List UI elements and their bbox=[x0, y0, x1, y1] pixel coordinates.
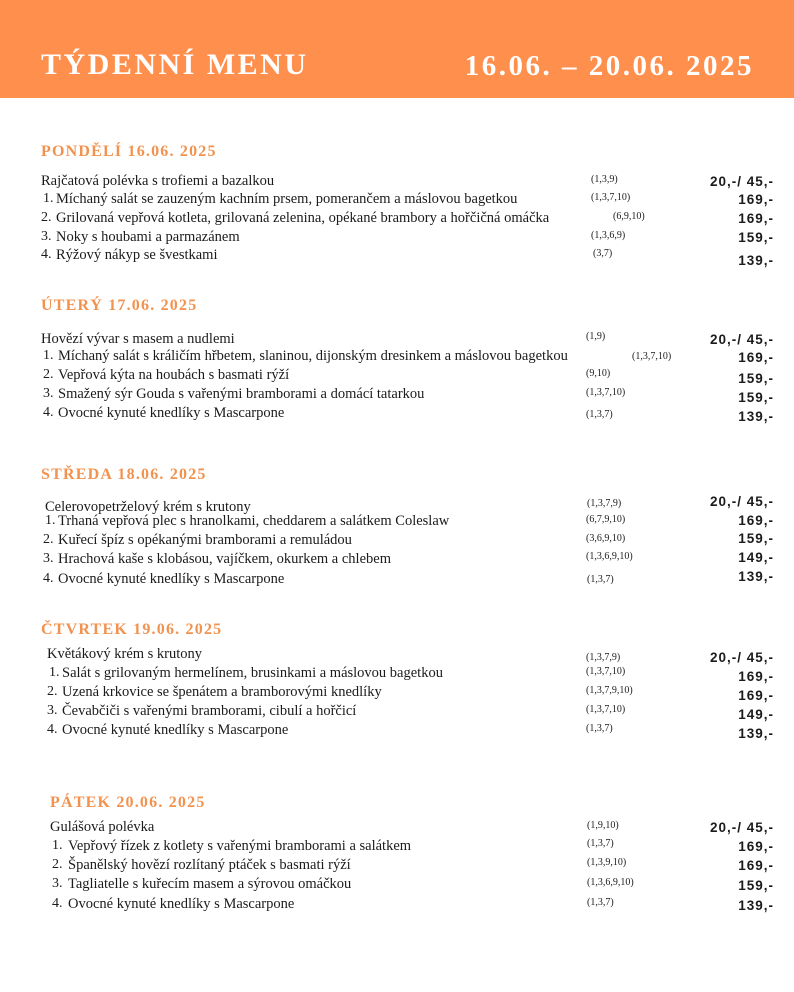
dish-name: Tagliatelle s kuřecím masem a sýrovou omáčkou bbox=[68, 876, 352, 892]
allergens: (3,7) bbox=[593, 248, 613, 259]
dish-number: 1. bbox=[49, 665, 60, 680]
price: 20,-/ 45,- bbox=[709, 820, 774, 835]
allergens: (1,3,7,10) bbox=[632, 351, 672, 362]
dish-number: 2. bbox=[43, 532, 54, 547]
price: 20,-/ 45,- bbox=[709, 174, 774, 189]
allergens: (1,3,7,10) bbox=[586, 666, 626, 677]
dish-name: Grilovaná vepřová kotleta, grilovaná zelenina, opékané brambory a hořčičná omáčka bbox=[56, 210, 550, 226]
allergens: (1,3,7) bbox=[587, 838, 614, 849]
dish-name: Celerovopetrželový krém s krutony bbox=[45, 499, 251, 515]
dish-name: Květákový krém s krutony bbox=[47, 646, 203, 662]
day-heading-friday: PÁTEK 20.06. 2025 bbox=[50, 794, 206, 811]
dish-row bbox=[0, 513, 794, 531]
day-heading-tuesday: ÚTERÝ 17.06. 2025 bbox=[41, 297, 198, 314]
dish-name: Ovocné kynuté knedlíky s Mascarpone bbox=[68, 896, 295, 912]
dish-name: Španělský hovězí rozlítaný ptáček s basmati rýží bbox=[68, 857, 351, 873]
dish-name: Ovocné kynuté knedlíky s Mascarpone bbox=[62, 722, 289, 738]
price: 169,- bbox=[738, 839, 774, 854]
dish-name: Vepřový řízek z kotlety s vařenými bramborami a salátkem bbox=[68, 838, 412, 854]
price: 149,- bbox=[738, 707, 774, 722]
price: 139,- bbox=[738, 409, 774, 424]
price: 20,-/ 45,- bbox=[709, 332, 774, 347]
allergens: (1,3,7,10) bbox=[591, 192, 631, 203]
price: 139,- bbox=[738, 898, 774, 913]
price: 139,- bbox=[738, 253, 774, 268]
price: 169,- bbox=[738, 350, 774, 365]
allergens: (1,3,7) bbox=[586, 723, 613, 734]
dish-name: Čevabčiči s vařenými bramborami, cibulí a hořčicí bbox=[62, 703, 357, 719]
dish-row bbox=[0, 229, 794, 247]
dish-number: 4. bbox=[52, 896, 63, 911]
dish-row bbox=[0, 348, 794, 366]
soup-row bbox=[0, 173, 794, 191]
dish-number: 3. bbox=[43, 551, 54, 566]
allergens: (6,7,9,10) bbox=[586, 514, 626, 525]
dish-row bbox=[0, 210, 794, 228]
dish-row bbox=[0, 857, 794, 875]
allergens: (1,9) bbox=[586, 331, 606, 342]
dish-name: Vepřová kýta na houbách s basmati rýží bbox=[58, 367, 290, 383]
allergens: (1,3,6,9,10) bbox=[587, 877, 634, 888]
dish-row bbox=[0, 532, 794, 550]
price: 159,- bbox=[738, 371, 774, 386]
soup-row bbox=[0, 646, 794, 664]
dish-row bbox=[0, 722, 794, 740]
allergens: (1,3,9) bbox=[591, 174, 618, 185]
dish-name: Míchaný salát se zauzeným kachním prsem, pomerančem a máslovou bagetkou bbox=[56, 191, 518, 207]
price: 20,-/ 45,- bbox=[709, 494, 774, 509]
dish-name: Salát s grilovaným hermelínem, brusinkami a máslovou bagetkou bbox=[62, 665, 443, 681]
dish-name: Hovězí vývar s masem a nudlemi bbox=[41, 331, 235, 347]
allergens: (1,3,7) bbox=[587, 897, 614, 908]
price: 169,- bbox=[738, 669, 774, 684]
allergens: (1,3,6,9,10) bbox=[586, 551, 633, 562]
dish-number: 4. bbox=[41, 247, 52, 262]
price: 20,-/ 45,- bbox=[709, 650, 774, 665]
allergens: (1,9,10) bbox=[587, 820, 619, 831]
dish-name: Uzená krkovice se špenátem a bramborovými knedlíky bbox=[62, 684, 382, 700]
dish-name: Rajčatová polévka s trofiemi a bazalkou bbox=[41, 173, 275, 189]
allergens: (1,3,7,10) bbox=[586, 387, 626, 398]
allergens: (1,3,7,9) bbox=[587, 498, 622, 509]
dish-number: 2. bbox=[43, 367, 54, 382]
dish-number: 1. bbox=[52, 838, 63, 853]
allergens: (1,3,7) bbox=[586, 409, 613, 420]
dish-name: Smažený sýr Gouda s vařenými bramborami a domácí tatarkou bbox=[58, 386, 425, 402]
dish-number: 2. bbox=[41, 210, 52, 225]
dish-number: 3. bbox=[47, 703, 58, 718]
dish-number: 3. bbox=[41, 229, 52, 244]
allergens: (1,3,7,10) bbox=[586, 704, 626, 715]
price: 169,- bbox=[738, 513, 774, 528]
dish-row bbox=[0, 571, 794, 589]
dish-number: 4. bbox=[43, 571, 54, 586]
soup-row bbox=[0, 819, 794, 837]
dish-row bbox=[0, 896, 794, 914]
price: 159,- bbox=[738, 230, 774, 245]
dish-number: 2. bbox=[47, 684, 58, 699]
dish-name: Kuřecí špíz s opékanými bramborami a remuládou bbox=[58, 532, 352, 548]
price: 139,- bbox=[738, 726, 774, 741]
menu-title: TÝDENNÍ MENU bbox=[41, 48, 309, 81]
allergens: (1,3,9,10) bbox=[587, 857, 627, 868]
price: 139,- bbox=[738, 569, 774, 584]
allergens: (1,3,7) bbox=[587, 574, 614, 585]
dish-name: Ovocné kynuté knedlíky s Mascarpone bbox=[58, 405, 285, 421]
dish-number: 4. bbox=[43, 405, 54, 420]
dish-row bbox=[0, 367, 794, 385]
dish-number: 1. bbox=[45, 513, 56, 528]
price: 159,- bbox=[738, 531, 774, 546]
dish-row bbox=[0, 191, 794, 209]
price: 169,- bbox=[738, 211, 774, 226]
dish-row bbox=[0, 665, 794, 683]
dish-number: 1. bbox=[43, 348, 54, 363]
menu-header bbox=[0, 0, 794, 98]
dish-number: 4. bbox=[47, 722, 58, 737]
day-heading-thursday: ČTVRTEK 19.06. 2025 bbox=[41, 621, 223, 638]
dish-row bbox=[0, 247, 794, 268]
price: 159,- bbox=[738, 390, 774, 405]
dish-name: Gulášová polévka bbox=[50, 819, 155, 835]
allergens: (1,3,6,9) bbox=[591, 230, 626, 241]
dish-row bbox=[0, 838, 794, 856]
dish-name: Míchaný salát s králičím hřbetem, slaninou, dijonským dresinkem a máslovou bagetkou bbox=[58, 348, 568, 364]
price: 169,- bbox=[738, 688, 774, 703]
price: 169,- bbox=[738, 858, 774, 873]
dish-number: 3. bbox=[43, 386, 54, 401]
dish-row bbox=[0, 405, 794, 423]
price: 149,- bbox=[738, 550, 774, 565]
allergens: (1,3,7,9) bbox=[586, 652, 621, 663]
dish-name: Hrachová kaše s klobásou, vajíčkem, okurkem a chlebem bbox=[58, 551, 391, 567]
allergens: (6,9,10) bbox=[613, 211, 645, 222]
dish-row bbox=[0, 876, 794, 894]
day-heading-monday: PONDĚLÍ 16.06. 2025 bbox=[41, 143, 217, 160]
allergens: (3,6,9,10) bbox=[586, 533, 626, 544]
price: 159,- bbox=[738, 878, 774, 893]
dish-number: 1. bbox=[43, 191, 54, 206]
date-range: 16.06. – 20.06. 2025 bbox=[464, 50, 754, 82]
dish-row bbox=[0, 684, 794, 702]
allergens: (9,10) bbox=[586, 368, 611, 379]
dish-row bbox=[0, 551, 794, 569]
soup-row bbox=[0, 493, 794, 515]
dish-name: Trhaná vepřová plec s hranolkami, cheddarem a salátkem Coleslaw bbox=[58, 513, 450, 529]
dish-name: Noky s houbami a parmazánem bbox=[56, 229, 240, 245]
dish-row bbox=[0, 703, 794, 721]
dish-row bbox=[0, 386, 794, 404]
dish-name: Rýžový nákyp se švestkami bbox=[56, 247, 218, 263]
dish-name: Ovocné kynuté knedlíky s Mascarpone bbox=[58, 571, 285, 587]
soup-row bbox=[0, 331, 794, 349]
price: 169,- bbox=[738, 192, 774, 207]
dish-number: 2. bbox=[52, 857, 63, 872]
allergens: (1,3,7,9,10) bbox=[586, 685, 633, 696]
dish-number: 3. bbox=[52, 876, 63, 891]
day-heading-wednesday: STŘEDA 18.06. 2025 bbox=[41, 466, 207, 483]
